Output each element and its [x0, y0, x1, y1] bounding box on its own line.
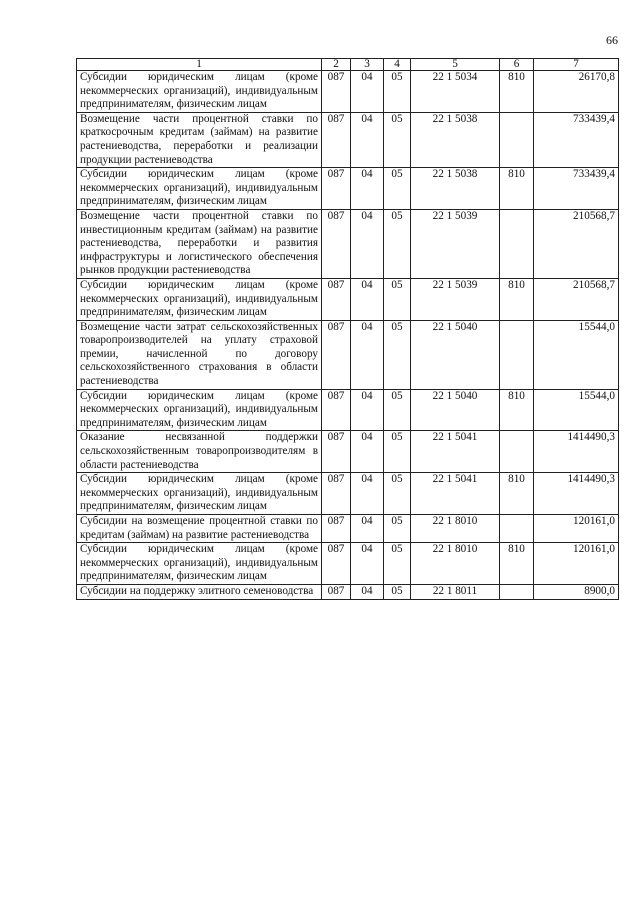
table-row	[77, 584, 619, 599]
row-section-cell: 04	[351, 112, 384, 167]
row-section-cell: 04	[351, 473, 384, 515]
row-subsection-cell: 05	[384, 320, 411, 389]
column-header: 3	[351, 59, 384, 71]
row-subsection-cell: 05	[384, 431, 411, 473]
table-row	[77, 168, 619, 210]
row-target-article-cell: 22 1 8011	[411, 584, 500, 599]
row-code-cell: 087	[322, 168, 351, 210]
column-header: 2	[322, 59, 351, 71]
row-code-cell: 087	[322, 515, 351, 543]
row-expense-type-cell	[500, 320, 534, 389]
row-name-cell: Субсидии юридическим лицам (кроме некоммерческих организаций), индивидуальным предпринимателям, физическим лицам	[77, 389, 322, 431]
row-target-article-cell: 22 1 5041	[411, 473, 500, 515]
row-target-article-cell: 22 1 5039	[411, 209, 500, 278]
row-code-cell: 087	[322, 278, 351, 320]
row-name-cell: Субсидии на поддержку элитного семеноводства	[77, 584, 322, 599]
row-target-article-cell: 22 1 5038	[411, 168, 500, 210]
row-subsection-cell: 05	[384, 543, 411, 585]
row-expense-type-cell	[500, 515, 534, 543]
row-section-cell: 04	[351, 278, 384, 320]
row-target-article-cell: 22 1 8010	[411, 543, 500, 585]
table-row	[77, 112, 619, 167]
row-name-cell: Субсидии юридическим лицам (кроме некоммерческих организаций), индивидуальным предпринимателям, физическим лицам	[77, 168, 322, 210]
table-row	[77, 431, 619, 473]
row-target-article-cell: 22 1 8010	[411, 515, 500, 543]
row-section-cell: 04	[351, 584, 384, 599]
row-amount-cell: 15544,0	[534, 389, 619, 431]
row-name-cell: Субсидии юридическим лицам (кроме некоммерческих организаций), индивидуальным предпринимателям, физическим лицам	[77, 473, 322, 515]
row-section-cell: 04	[351, 389, 384, 431]
row-amount-cell: 733439,4	[534, 168, 619, 210]
row-expense-type-cell	[500, 112, 534, 167]
row-subsection-cell: 05	[384, 473, 411, 515]
column-header: 7	[534, 59, 619, 71]
row-target-article-cell: 22 1 5038	[411, 112, 500, 167]
row-name-cell: Субсидии юридическим лицам (кроме некоммерческих организаций), индивидуальным предпринимателям, физическим лицам	[77, 278, 322, 320]
row-name-cell: Возмещение части процентной ставки по инвестиционным кредитам (займам) на развитие растениеводства, переработки и развития инфраструктуры и логистического обеспечения рынков продукции растениеводства	[77, 209, 322, 278]
row-section-cell: 04	[351, 515, 384, 543]
row-amount-cell: 733439,4	[534, 112, 619, 167]
table-row	[77, 515, 619, 543]
row-name-cell: Возмещение части затрат сельскохозяйственных товаропроизводителей на уплату страховой премии, начисленной по договору сельскохозяйственного страхования в области растениеводства	[77, 320, 322, 389]
row-target-article-cell: 22 1 5040	[411, 389, 500, 431]
row-subsection-cell: 05	[384, 112, 411, 167]
table-row	[77, 389, 619, 431]
row-code-cell: 087	[322, 473, 351, 515]
row-name-cell: Субсидии юридическим лицам (кроме некоммерческих организаций), индивидуальным предпринимателям, физическим лицам	[77, 543, 322, 585]
row-name-cell: Возмещение части процентной ставки по краткосрочным кредитам (займам) на развитие растениеводства, переработки и реализации продукции растениеводства	[77, 112, 322, 167]
row-subsection-cell: 05	[384, 515, 411, 543]
row-name-cell: Субсидии юридическим лицам (кроме некоммерческих организаций), индивидуальным предпринимателям, физическим лицам	[77, 71, 322, 113]
row-expense-type-cell	[500, 209, 534, 278]
row-amount-cell: 26170,8	[534, 71, 619, 113]
page-number: 66	[606, 33, 618, 47]
row-target-article-cell: 22 1 5039	[411, 278, 500, 320]
row-expense-type-cell	[500, 584, 534, 599]
row-amount-cell: 120161,0	[534, 515, 619, 543]
table-row	[77, 278, 619, 320]
row-section-cell: 04	[351, 209, 384, 278]
row-section-cell: 04	[351, 168, 384, 210]
table-row	[77, 320, 619, 389]
row-section-cell: 04	[351, 431, 384, 473]
row-amount-cell: 1414490,3	[534, 473, 619, 515]
row-code-cell: 087	[322, 71, 351, 113]
row-subsection-cell: 05	[384, 584, 411, 599]
row-section-cell: 04	[351, 543, 384, 585]
table-row	[77, 543, 619, 585]
row-subsection-cell: 05	[384, 389, 411, 431]
table-row	[77, 71, 619, 113]
column-header: 6	[500, 59, 534, 71]
row-code-cell: 087	[322, 209, 351, 278]
row-section-cell: 04	[351, 320, 384, 389]
column-header: 1	[77, 59, 322, 71]
row-amount-cell: 120161,0	[534, 543, 619, 585]
row-name-cell: Субсидии на возмещение процентной ставки по кредитам (займам) на развитие растениеводства	[77, 515, 322, 543]
row-code-cell: 087	[322, 543, 351, 585]
row-code-cell: 087	[322, 320, 351, 389]
table-body	[77, 71, 619, 600]
row-amount-cell: 210568,7	[534, 278, 619, 320]
row-name-cell: Оказание несвязанной поддержки сельскохозяйственным товаропроизводителям в области растениеводства	[77, 431, 322, 473]
row-target-article-cell: 22 1 5040	[411, 320, 500, 389]
column-header: 5	[411, 59, 500, 71]
row-expense-type-cell: 810	[500, 278, 534, 320]
row-expense-type-cell: 810	[500, 71, 534, 113]
table-row	[77, 209, 619, 278]
row-subsection-cell: 05	[384, 278, 411, 320]
row-expense-type-cell	[500, 431, 534, 473]
row-expense-type-cell: 810	[500, 389, 534, 431]
table-row	[77, 473, 619, 515]
row-expense-type-cell: 810	[500, 168, 534, 210]
header-row	[77, 59, 619, 71]
row-code-cell: 087	[322, 431, 351, 473]
row-amount-cell: 210568,7	[534, 209, 619, 278]
row-code-cell: 087	[322, 584, 351, 599]
row-amount-cell: 8900,0	[534, 584, 619, 599]
row-section-cell: 04	[351, 71, 384, 113]
row-subsection-cell: 05	[384, 71, 411, 113]
row-target-article-cell: 22 1 5041	[411, 431, 500, 473]
row-expense-type-cell: 810	[500, 543, 534, 585]
row-subsection-cell: 05	[384, 209, 411, 278]
row-target-article-cell: 22 1 5034	[411, 71, 500, 113]
row-expense-type-cell: 810	[500, 473, 534, 515]
row-amount-cell: 1414490,3	[534, 431, 619, 473]
column-header: 4	[384, 59, 411, 71]
table-header	[77, 59, 619, 71]
row-code-cell: 087	[322, 389, 351, 431]
budget-table	[76, 58, 619, 600]
row-amount-cell: 15544,0	[534, 320, 619, 389]
row-code-cell: 087	[322, 112, 351, 167]
row-subsection-cell: 05	[384, 168, 411, 210]
